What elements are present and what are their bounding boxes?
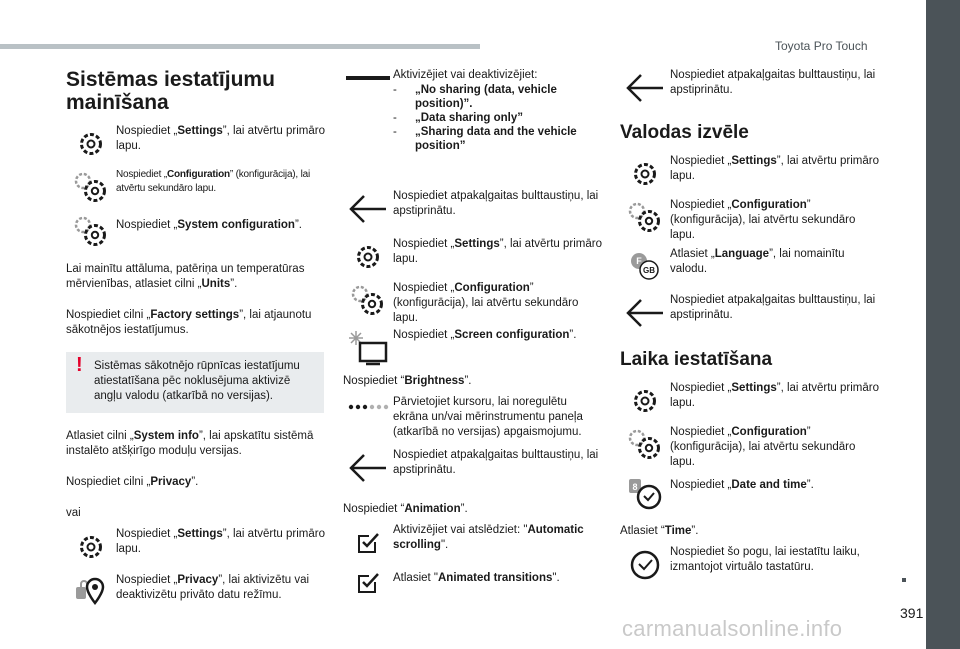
step-settings [343,237,605,277]
step-settings [66,124,326,164]
paragraph-time: Atlasiet “Time”. [620,525,699,537]
double-gear-icon [620,198,670,238]
svg-text:8: 8 [632,482,638,492]
step-settings-2 [620,381,880,421]
step-text: Nospiediet „Date and time”. [670,479,814,491]
step-back-confirm [343,189,605,229]
double-gear-icon [66,168,116,208]
list-item: - „No sharing (data, vehicle position)”. [393,84,557,110]
double-gear-icon [620,425,670,465]
step-privacy [66,573,326,613]
step-text: Nospiediet šo pogu, lai iestatītu laiku, izmantojot virtuālo tastatūru. [670,546,860,573]
step-text: Nospiediet „Screen configuration”. [393,329,577,341]
page-side-bar [926,0,960,649]
privacy-location-icon [66,573,116,613]
column-2 [343,68,605,603]
checkbox-checked-icon [343,523,393,563]
double-gear-icon [66,212,116,252]
paragraph-system-info: Atlasiet cilni „System info”, lai apskatītu sistēmā instalēto atšķirīgo moduļu versijas. [66,430,314,457]
running-head: Toyota Pro Touch [775,39,868,53]
back-arrow-icon [343,189,393,229]
step-configuration [66,168,326,208]
paragraph-privacy: Nospiediet cilni „Privacy”. [66,476,199,488]
step-settings [620,154,880,194]
column-3 [620,68,880,585]
gear-icon [343,237,393,277]
step-animated-transitions [343,563,605,603]
paragraph-brightness: Nospiediet “Brightness”. [343,375,472,387]
step-back-confirm [620,68,880,108]
step-text: Nospiediet atpakaļgaitas bulttaustiņu, lai apstiprinātu. [393,190,599,217]
gear-icon [620,381,670,421]
step-screen-configuration [343,328,605,368]
gear-icon [620,154,670,194]
section-title-time: Laika iestatīšana [620,349,773,370]
step-text: Nospiediet „Settings”, lai atvērtu primāro lapu. [393,238,603,265]
checkbox-checked-icon [343,563,393,603]
step-language [620,247,880,287]
slider-dots-icon [343,395,393,419]
back-arrow-icon [620,68,670,108]
step-back-confirm-2 [343,448,605,488]
step-text: Nospiediet atpakaļgaitas bulttaustiņu, lai apstiprinātu. [670,69,876,96]
paragraph-or: vai [66,507,81,519]
step-text: Nospiediet „Settings”, lai atvērtu primāro lapu. [116,528,326,555]
step-text: Aktivizējiet vai deaktivizējiet: [393,69,538,81]
toggle-bar-icon [343,68,393,88]
page-number: 391 [900,605,924,621]
check-circle-icon [620,545,670,585]
step-text: Pārvietojiet kursoru, lai noregulētu ekrāna un/vai mērinstrumentu paneļa (atkarībā no versijas) apgaismojumu. [393,396,583,438]
step-text: Atlasiet "Animated transitions". [393,572,560,584]
step-date-time [620,474,880,514]
top-rule [0,44,480,49]
step-back-confirm-2 [620,293,880,333]
step-system-configuration [66,212,326,252]
step-configuration [620,198,880,243]
double-gear-icon [343,281,393,321]
step-configuration [343,281,605,326]
step-text: Aktivizējiet vai atslēdziet: "Automatic scrolling". [393,524,584,551]
calendar-clock-icon [620,474,670,514]
watermark: carmanualsonline.info [622,616,843,641]
page-mark [902,578,906,582]
step-automatic-scrolling [343,523,605,563]
screen-brightness-icon [343,328,393,368]
step-configuration-2 [620,425,880,470]
step-text: Nospiediet „Configuration” (konfigurācija), lai atvērtu sekundāro lapu. [670,426,856,468]
step-virtual-keyboard [620,545,880,585]
step-text: Nospiediet „Configuration” (konfigurācija), lai atvērtu sekundāro lapu. [393,282,579,324]
step-text: Nospiediet atpakaļgaitas bulttaustiņu, lai apstiprinātu. [670,294,876,321]
gear-icon [66,527,116,567]
paragraph-animation: Nospiediet “Animation”. [343,503,468,515]
paragraph-units: Lai mainītu attāluma, patēriņa un temperatūras mērvienības, atlasiet cilni „Units”. [66,263,305,290]
step-settings-2 [66,527,326,567]
back-arrow-icon [343,448,393,488]
section-title-system-settings: Sistēmas iestatījumu mainīšana [66,68,275,114]
step-sharing-options [343,68,605,153]
step-text: Nospiediet „System configuration”. [116,219,302,231]
step-brightness-slider [343,395,605,440]
sharing-options-list [393,83,601,153]
step-text: Nospiediet „Configuration” (konfigurācija), lai atvērtu sekundāro lapu. [670,199,856,241]
warning-icon: ! [76,354,83,376]
step-text: Nospiediet „Settings”, lai atvērtu primāro lapu. [116,125,326,152]
back-arrow-icon [620,293,670,333]
step-text: Nospiediet „Privacy”, lai aktivizētu vai deaktivizētu privāto datu režīmu. [116,574,310,601]
step-text: Atlasiet „Language”, lai nomainītu valodu. [670,248,845,275]
warning-box: ! Sistēmas sākotnējo rūpnīcas iestatījumu atiestatīšana pēc noklusējuma aktivizē angļu valodu (atkarībā no versijas). [66,352,324,413]
paragraph-factory-settings: Nospiediet cilni „Factory settings”, lai atjaunotu sākotnējos iestatījumus. [66,309,312,336]
step-text: Nospiediet „Settings”, lai atvērtu primāro lapu. [670,155,880,182]
gear-icon [66,124,116,164]
language-icon [620,247,670,287]
section-title-language: Valodas izvēle [620,122,749,143]
language-icon-top: F [636,256,642,266]
step-text: Nospiediet „Settings”, lai atvērtu primāro lapu. [670,382,880,409]
step-text: Nospiediet „Configuration” (konfigurācija), lai atvērtu sekundāro lapu. [116,169,310,194]
column-1 [66,60,326,613]
language-icon-bottom: GB [643,266,655,275]
step-text: Nospiediet atpakaļgaitas bulttaustiņu, lai apstiprinātu. [393,449,599,476]
list-item: - „Data sharing only” [393,112,523,124]
list-item: - „Sharing data and the vehicle position” [393,126,577,152]
